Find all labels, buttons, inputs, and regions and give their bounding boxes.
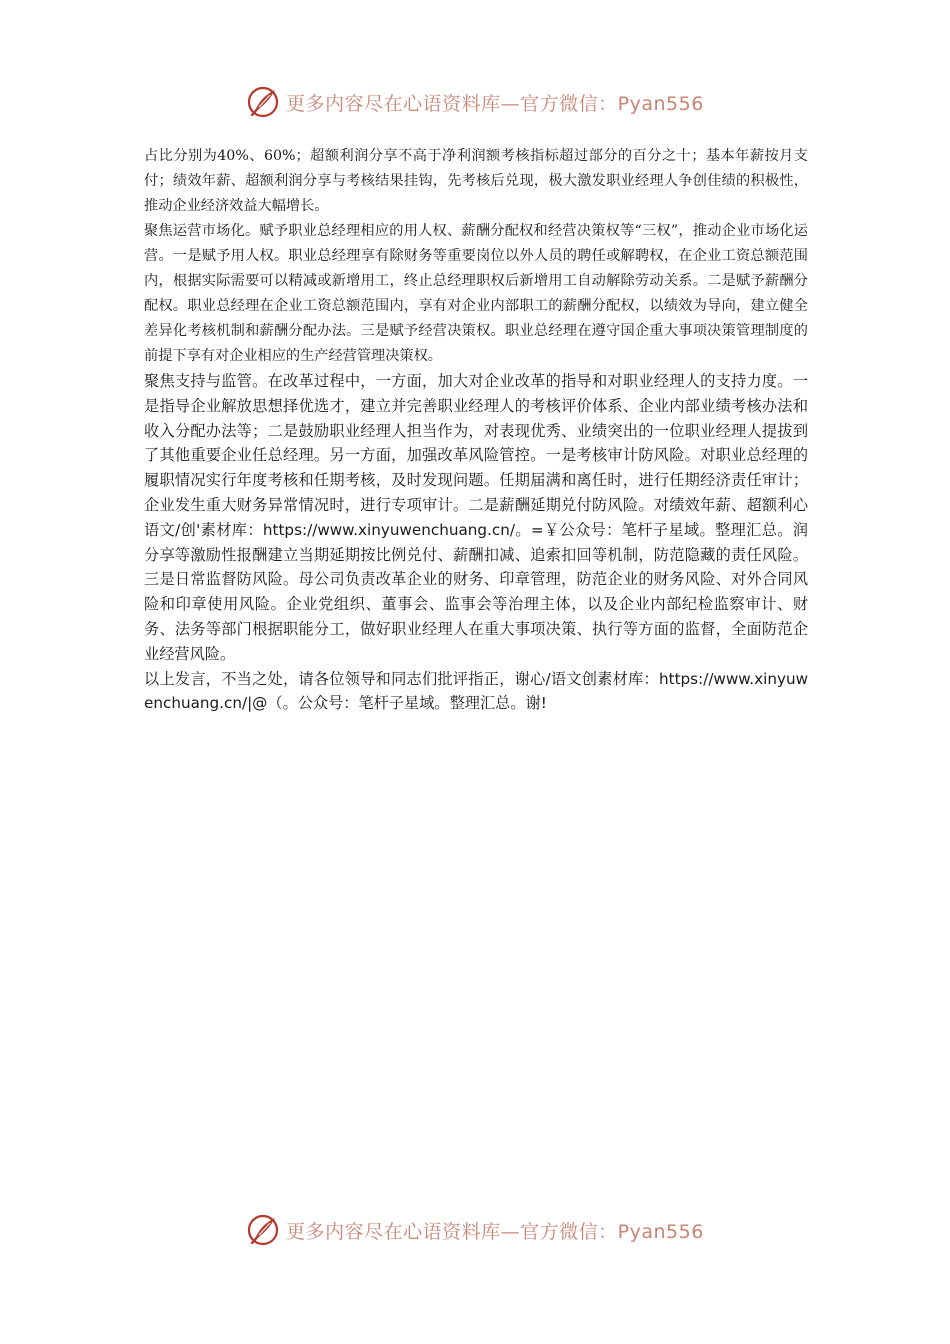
footer-banner — [0, 1210, 950, 1250]
footer-banner-text: 更多内容尽在心语资料库—官方微信：Pyan556 — [286, 1220, 704, 1243]
paragraph-salary: 占比分别为40%、60%；超额利润分享不高于净利润额考核指标超过部分的百分之十；基本年薪按月支付；绩效年薪、超额利润分享与考核结果挂钩，先考核后兑现，极大激发职业经理人争创佳绩的积极性，推动企业经济效益大幅增长。 — [144, 148, 808, 214]
quill-feather-icon — [246, 1213, 280, 1247]
footer-wechat-id: Pyan556 — [617, 1220, 704, 1243]
header-banner — [0, 82, 950, 122]
paragraph-support-supervision: 聚焦支持与监管。在改革过程中，一方面，加大对企业改革的指导和对职业经理人的支持力度。一是指导企业解放思想择优选才，建立并完善职业经理人的考核评价体系、企业内部业绩考核办法和收入分配办法等；二是鼓励职业经理人担当作为，对表现优秀、业绩突出的一位职业经理人提拔到了其他重要企业任总经理。另一方面，加强改革风险管控。一是考核审计防风险。对职业总经理的履职情况实行年度考核和任期考核，及时发现问题。任期届满和离任时，进行任期经济责任审计；企业发生重大财务异常情况时，进行专项审计。二是薪酬延期兑付防风险。对绩效年薪、超额利心语文/创'素材库：https://www.xinyuwenchuang.cn/。=￥公众号：笔杆子星域。整理汇总。润分享等激励性报酬建立当期延期按比例兑付、薪酬扣减、追索扣回等机制，防范隐藏的责任风险。三是日常监督防风险。母公司负责改革企业的财务、印章管理，防范企业的财务风险、对外合同风险和印章使用风险。企业党组织、董事会、监事会等治理主体，以及企业内部纪检监察审计、财务、法务等部门根据职能分工，做好职业经理人在重大事项决策、执行等方面的监督，全面防范企业经营风险。 — [144, 372, 808, 663]
paragraph-closing: 以上发言，不当之处，请各位领导和同志们批评指正，谢心/语文创素材库：https://www.xinyuwenchuang.cn/|@（。公众号：笔杆子星域。整理汇总。谢! — [144, 669, 808, 713]
document-body — [144, 144, 808, 716]
header-banner-text: 更多内容尽在心语资料库—官方微信：Pyan556 — [286, 92, 704, 115]
header-wechat-id: Pyan556 — [617, 92, 704, 115]
paragraph-market-operation: 聚焦运营市场化。赋予职业总经理相应的用人权、薪酬分配权和经营决策权等“三权”，推动企业市场化运营。一是赋予用人权。职业总经理享有除财务等重要岗位以外人员的聘任或解聘权，在企业工资总额范围内，根据实际需要可以精减或新增用工，终止总经理职权后新增用工自动解除劳动关系。二是赋予薪酬分配权。职业总经理在企业工资总额范围内，享有对企业内部职工的薪酬分配权，以绩效为导向，建立健全差异化考核机制和薪酬分配办法。三是赋予经营决策权。职业总经理在遵守国企重大事项决策管理制度的前提下享有对企业相应的生产经营管理决策权。 — [144, 223, 808, 364]
quill-feather-icon — [246, 85, 280, 119]
